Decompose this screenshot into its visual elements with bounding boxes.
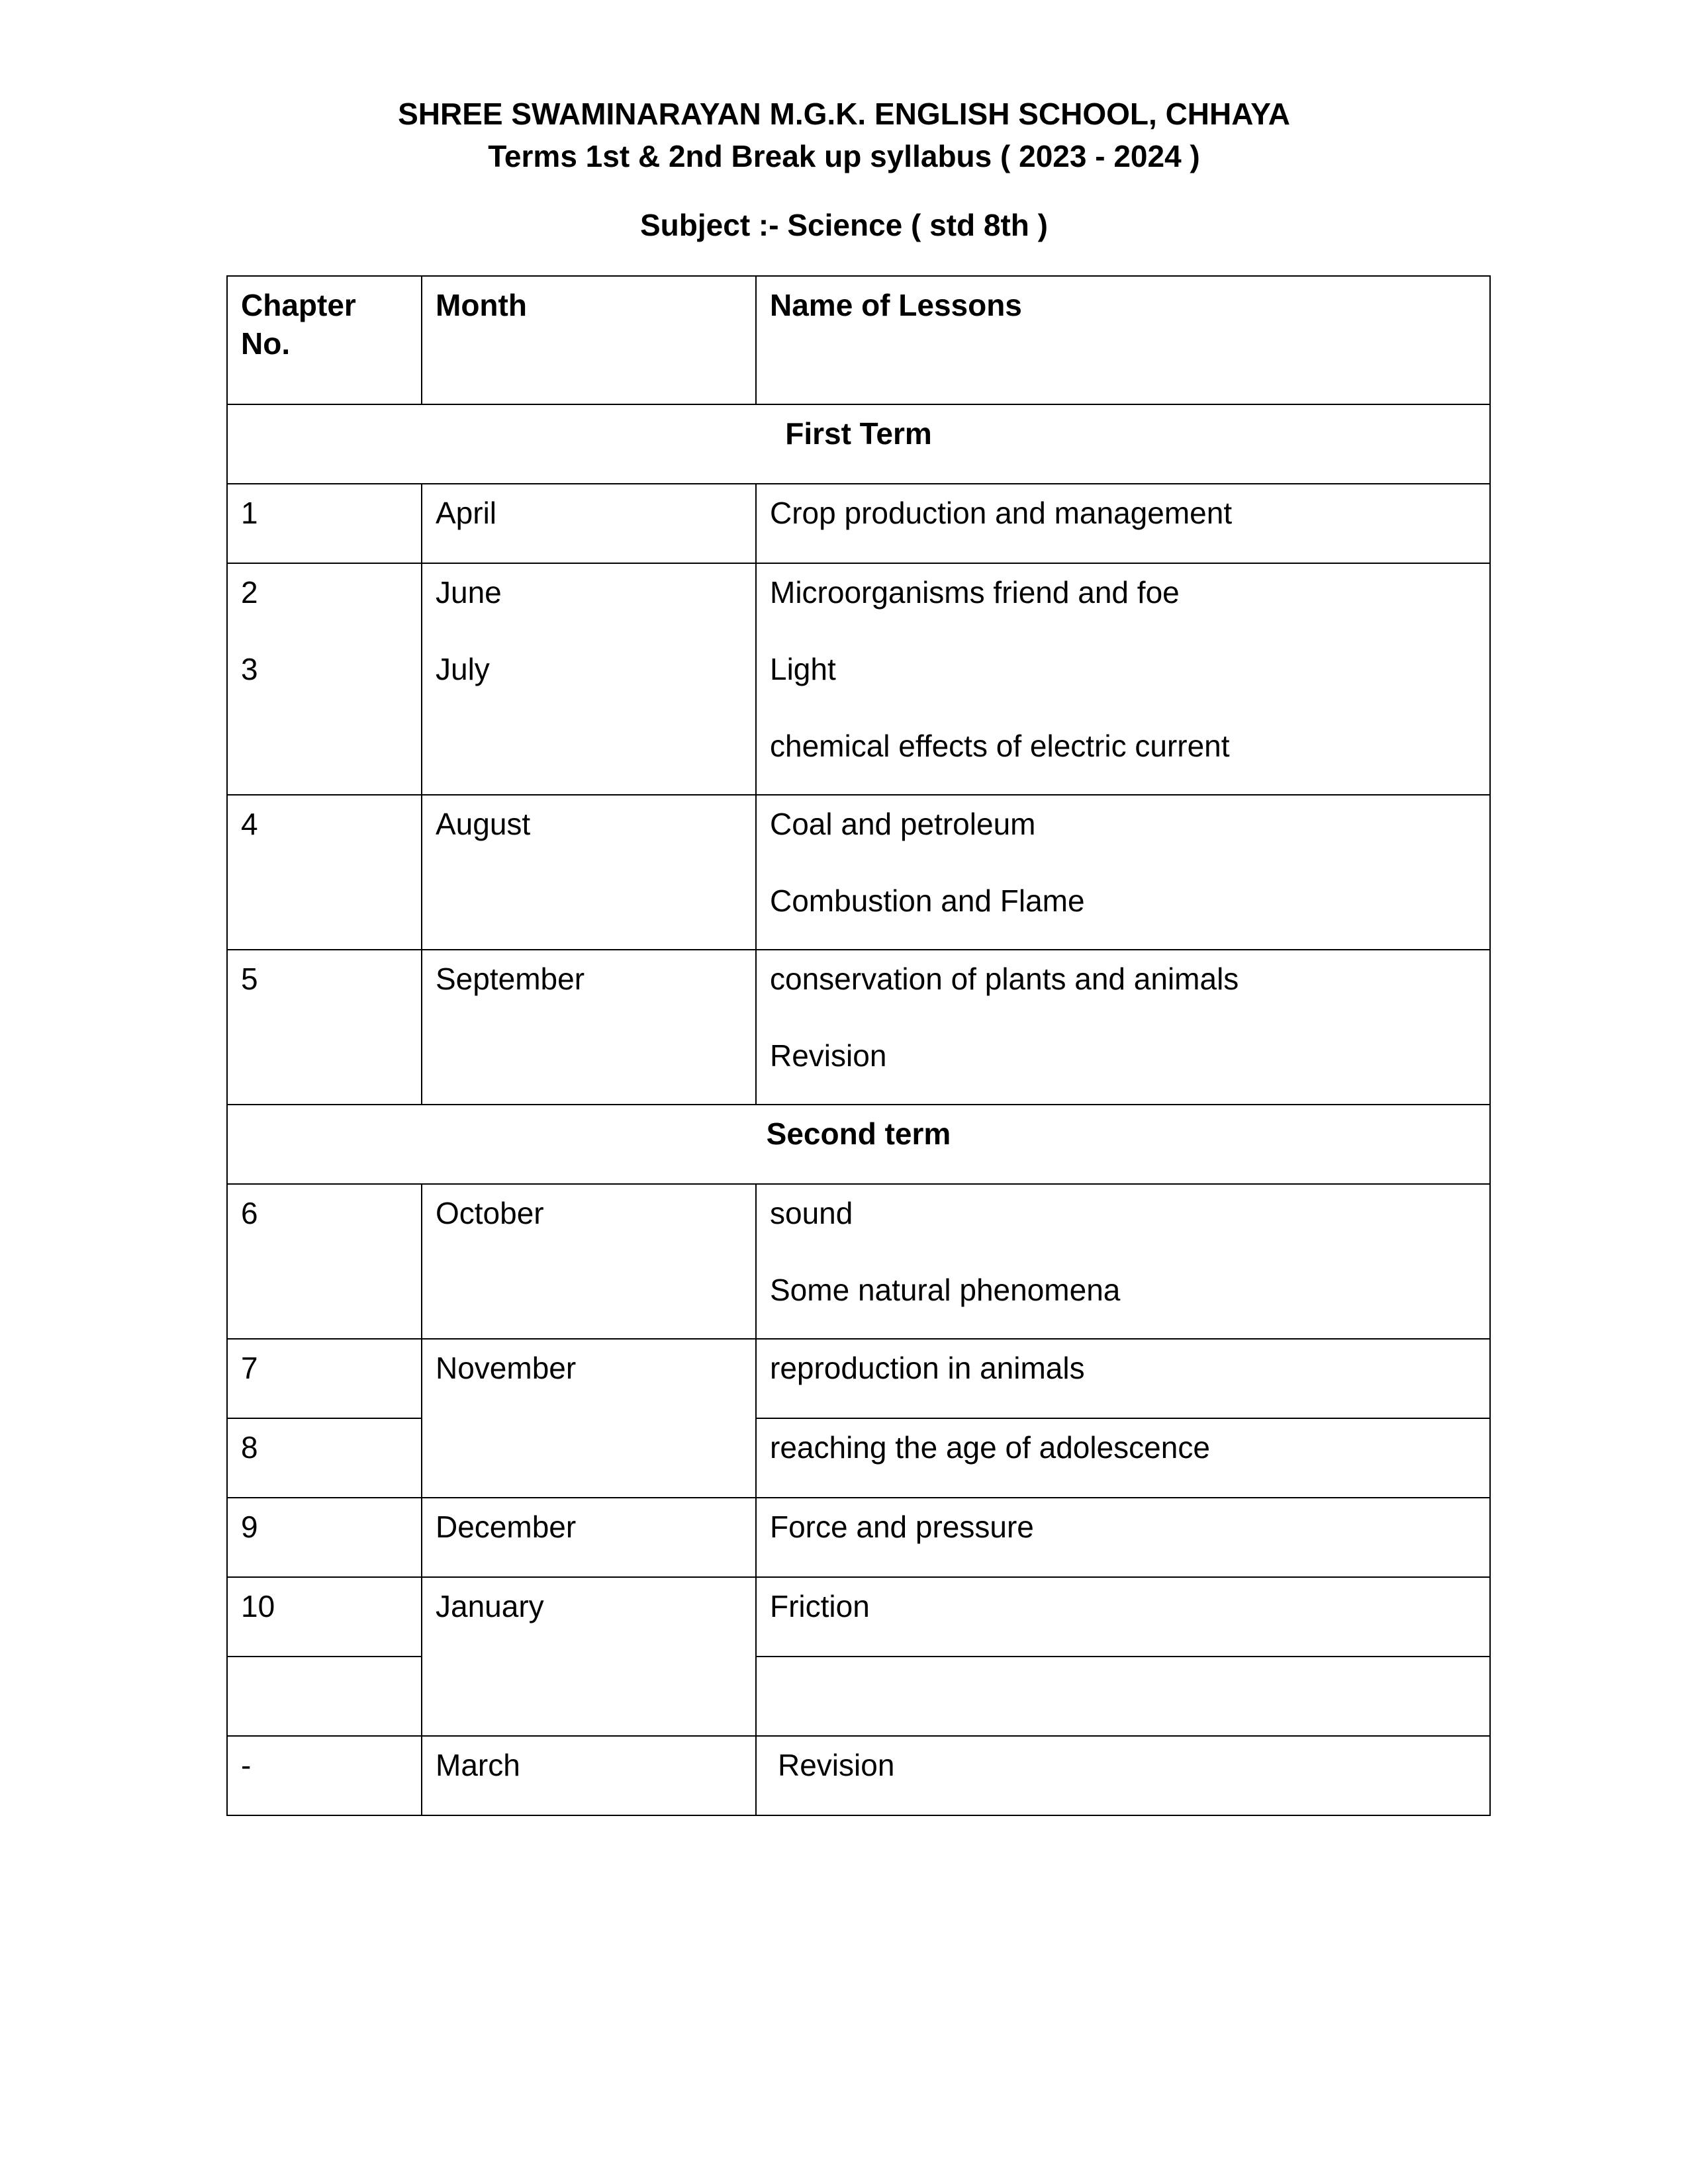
chapter-cell: 6 xyxy=(227,1184,422,1339)
lessons-cell xyxy=(756,1657,1490,1736)
month-cell: April xyxy=(422,484,756,563)
chapter-number: 3 xyxy=(241,652,258,686)
month-cell: December xyxy=(422,1498,756,1577)
first-term-label: First Term xyxy=(227,404,1490,484)
lessons-cell: Force and pressure xyxy=(756,1498,1490,1577)
table-row xyxy=(227,1418,1490,1498)
chapter-cell: - xyxy=(227,1736,422,1815)
syllabus-title: Terms 1st & 2nd Break up syllabus ( 2023 - 2024 ) xyxy=(488,139,1200,173)
month-column-header: Month xyxy=(422,276,756,404)
chapter-cell: 7 xyxy=(227,1339,422,1418)
table-row xyxy=(227,1736,1490,1815)
lessons-cell: reaching the age of adolescence xyxy=(756,1418,1490,1498)
second-term-label: Second term xyxy=(227,1105,1490,1184)
month-name: June xyxy=(436,575,502,610)
lesson-name: Light xyxy=(770,652,836,686)
lesson-name: Combustion and Flame xyxy=(770,884,1085,918)
chapter-number: 2 xyxy=(241,575,258,610)
table-row xyxy=(227,1184,1490,1339)
second-term-row xyxy=(227,1105,1490,1184)
chapter-cell xyxy=(227,1657,422,1736)
chapter-column-header: Chapter No. xyxy=(227,276,422,404)
lessons-cell xyxy=(756,795,1490,950)
month-cell: September xyxy=(422,950,756,1105)
lesson-name: Some natural phenomena xyxy=(770,1273,1121,1307)
chapter-cell: 4 xyxy=(227,795,422,950)
chapter-cell: 8 xyxy=(227,1418,422,1498)
month-name: July xyxy=(436,652,490,686)
table-row xyxy=(227,1657,1490,1736)
chapter-cell: 9 xyxy=(227,1498,422,1577)
month-cell: March xyxy=(422,1736,756,1815)
lesson-name: Revision xyxy=(770,1038,887,1073)
lesson-name: Coal and petroleum xyxy=(770,807,1036,841)
lessons-cell: reproduction in animals xyxy=(756,1339,1490,1418)
lesson-name: chemical effects of electric current xyxy=(770,729,1230,763)
lessons-cell xyxy=(756,1184,1490,1339)
lessons-cell xyxy=(756,563,1490,795)
lessons-column-header: Name of Lessons xyxy=(756,276,1490,404)
table-header-row xyxy=(227,276,1490,404)
table-row xyxy=(227,1498,1490,1577)
chapter-cell xyxy=(227,563,422,795)
chapter-cell: 1 xyxy=(227,484,422,563)
lesson-name: Microorganisms friend and foe xyxy=(770,575,1180,610)
table-row xyxy=(227,1577,1490,1657)
table-row xyxy=(227,484,1490,563)
syllabus-table xyxy=(226,275,1491,1816)
month-cell: August xyxy=(422,795,756,950)
lesson-name: sound xyxy=(770,1196,853,1230)
lessons-cell: Crop production and management xyxy=(756,484,1490,563)
subject-title: Subject :- Science ( std 8th ) xyxy=(640,208,1048,242)
month-cell: October xyxy=(422,1184,756,1339)
first-term-row xyxy=(227,404,1490,484)
table-row xyxy=(227,795,1490,950)
lessons-cell: Friction xyxy=(756,1577,1490,1657)
chapter-cell: 10 xyxy=(227,1577,422,1657)
school-name: SHREE SWAMINARAYAN M.G.K. ENGLISH SCHOOL, CHHAYA xyxy=(398,97,1290,131)
lesson-name: conservation of plants and animals xyxy=(770,962,1239,996)
table-row xyxy=(227,563,1490,795)
document-header xyxy=(0,93,1688,246)
table-row xyxy=(227,1339,1490,1418)
month-cell xyxy=(422,563,756,795)
chapter-cell: 5 xyxy=(227,950,422,1105)
month-cell: November xyxy=(422,1339,756,1498)
lessons-cell xyxy=(756,950,1490,1105)
lessons-cell: Revision xyxy=(756,1736,1490,1815)
table-row xyxy=(227,950,1490,1105)
month-cell: January xyxy=(422,1577,756,1736)
